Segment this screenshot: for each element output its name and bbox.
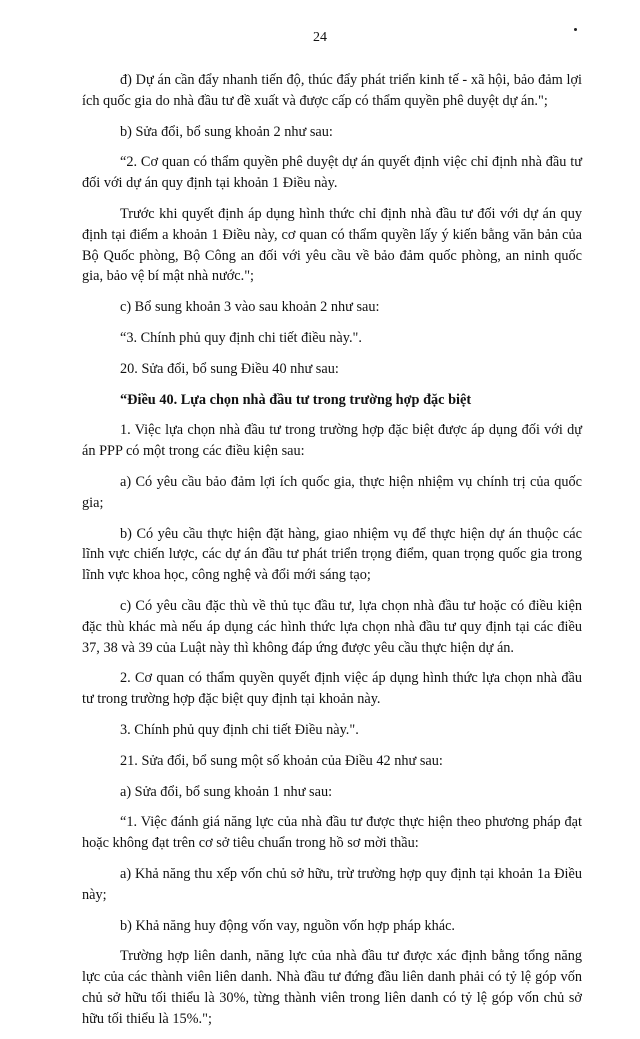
paragraph-point-a: a) Có yêu cầu bảo đảm lợi ích quốc gia, thực hiện nhiệm vụ chính trị của quốc gia;: [82, 473, 582, 511]
paragraph-capacity-b: b) Khả năng huy động vốn vay, nguồn vốn hợp pháp khác.: [120, 917, 456, 934]
page-number: 24: [313, 30, 327, 45]
paragraph-amend-khoan-2: b) Sửa đổi, bổ sung khoản 2 như sau:: [120, 123, 333, 140]
article-40-heading: “Điều 40. Lựa chọn nhà đầu tư trong trường hợp đặc biệt: [120, 391, 472, 408]
paragraph-consultation: Trước khi quyết định áp dụng hình thức chỉ định nhà đầu tư đối với dự án quy định tại điểm a khoản 1 Điều này, cơ quan có thẩm quyền lấy ý kiến bằng văn bản của Bộ Quốc phòng, Bộ Công an đối với yêu cầu về bảo đảm quốc phòng, an ninh quốc gia, bảo vệ bí mật nhà nước.";: [82, 205, 582, 285]
paragraph-point-b: b) Có yêu cầu thực hiện đặt hàng, giao nhiệm vụ để thực hiện dự án thuộc các lĩnh vực chiến lược, các dự án đầu tư phát triển trọng điểm, quan trọng quốc gia trong lĩnh vực khoa học, công nghệ và đổi mới sáng tạo;: [82, 525, 582, 584]
scan-mark: [574, 28, 577, 31]
paragraph-khoan-3: “3. Chính phủ quy định chi tiết điều này.".: [120, 329, 362, 346]
paragraph-point-c: c) Có yêu cầu đặc thù về thủ tục đầu tư, lựa chọn nhà đầu tư hoặc có điều kiện đặc thù khác mà nếu áp dụng các hình thức lựa chọn nhà đầu tư quy định tại các điều 37, 38 và 39 của Luật này thì không đáp ứng được yêu cầu thực hiện dự án.: [82, 597, 582, 656]
paragraph-amend-khoan-1: a) Sửa đổi, bổ sung khoản 1 như sau:: [120, 783, 333, 800]
paragraph-capacity-evaluation: “1. Việc đánh giá năng lực của nhà đầu tư được thực hiện theo phương pháp đạt hoặc không đạt trên cơ sở tiêu chuẩn trong hồ sơ mời thầu:: [82, 814, 582, 852]
paragraph-diem-dd: đ) Dự án cần đẩy nhanh tiến độ, thúc đẩy phát triển kinh tế - xã hội, bảo đảm lợi ích quốc gia do nhà đầu tư đề xuất và được cấp có thẩm quyền phê duyệt dự án.";: [82, 72, 582, 109]
document-body: [82, 70, 582, 1039]
paragraph-joint-venture: Trường hợp liên danh, năng lực của nhà đầu tư được xác định bằng tổng năng lực của các thành viên liên danh. Nhà đầu tư đứng đầu liên danh phải có tỷ lệ góp vốn chủ sở hữu tối thiểu là 30%, từng thành viên trong liên danh có tỷ lệ góp vốn chủ sở hữu tối thiểu là 15%.";: [82, 948, 582, 1027]
paragraph-article-40-clause-2: 2. Cơ quan có thẩm quyền quyết định việc áp dụng hình thức lựa chọn nhà đầu tư trong trường hợp đặc biệt quy định tại khoản này.: [82, 670, 582, 708]
paragraph-article-40-clause-1: 1. Việc lựa chọn nhà đầu tư trong trường hợp đặc biệt được áp dụng đối với dự án PPP có một trong các điều kiện sau:: [82, 422, 582, 460]
paragraph-item-21: 21. Sửa đổi, bổ sung một số khoản của Điều 42 như sau:: [120, 752, 443, 769]
paragraph-capacity-a: a) Khả năng thu xếp vốn chủ sở hữu, trừ trường hợp quy định tại khoản 1a Điều này;: [82, 865, 582, 903]
paragraph-khoan-2: “2. Cơ quan có thẩm quyền phê duyệt dự án quyết định việc chỉ định nhà đầu tư đối với dự án quy định tại khoản 1 Điều này.: [82, 154, 582, 192]
paragraph-item-20: 20. Sửa đổi, bổ sung Điều 40 như sau:: [120, 360, 339, 377]
paragraph-add-khoan-3: c) Bổ sung khoản 3 vào sau khoản 2 như sau:: [120, 299, 380, 316]
paragraph-article-40-clause-3: 3. Chính phủ quy định chi tiết Điều này.".: [120, 721, 359, 738]
